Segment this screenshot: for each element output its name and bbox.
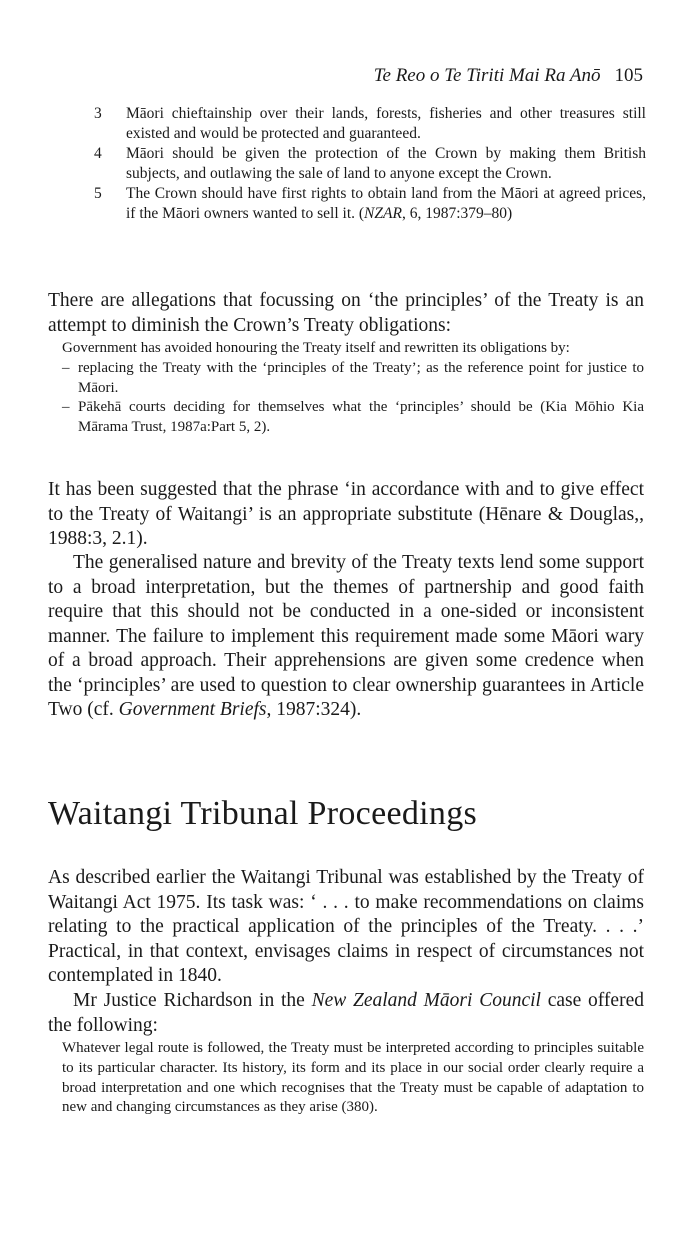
list-item	[94, 104, 646, 143]
list-item-number: 4	[94, 145, 102, 162]
list-item	[94, 144, 646, 183]
list-item-text: Māori chieftainship over their lands, forests, fisheries and other treasures still existed and would be protected and guaranteed.	[126, 105, 646, 142]
section-heading: Waitangi Tribunal Proceedings	[48, 795, 478, 832]
paragraph-allegations: There are allegations that focussing on ‘the principles’ of the Treaty is an attempt to diminish the Crown’s Treaty obligations:	[48, 290, 644, 336]
quote-list-text: Pākehā courts deciding for themselves what the ‘principles’ should be (Kia Mōhio Kia Mārama Trust, 1987a:Part 5, 2).	[78, 399, 644, 436]
page-number: 105	[614, 65, 643, 86]
paragraph-generalised-text: The generalised nature and brevity of the Treaty texts lend some support to a broad interpretation, but the themes of partnership and good faith require that this should not be conducted in a one-sided or inconsistent manner. The failure to implement this requirement made some Māori wary of a broad approach. Their apprehensions are given some credence when the ‘principles’ are used to question to clear ownership guarantees in Article Two (cf.	[48, 552, 644, 720]
list-item-text: The Crown should have first rights to obtain land from the Māori at agreed prices, if the Māori owners wanted to sell it. (	[126, 185, 646, 222]
list-item-text: Māori should be given the protection of the Crown by making them British subjects, and outlawing the sale of land to anyone except the Crown.	[126, 145, 646, 182]
citation-italic: NZAR	[364, 204, 402, 222]
running-head	[374, 64, 643, 88]
paragraph-richardson-before: Mr Justice Richardson in the	[73, 990, 312, 1011]
dash-marker: –	[62, 359, 70, 376]
dash-marker: –	[62, 399, 70, 416]
citation-italic: Government Briefs	[118, 699, 267, 720]
paragraph-generalised-end: , 1987:324).	[266, 699, 362, 720]
paragraph-richardson-after: case offered the following:	[48, 990, 644, 1036]
list-item-number: 3	[94, 105, 102, 122]
quote-list-text: replacing the Treaty with the ‘principles of the Treaty’; as the reference point for justice to Māori.	[78, 359, 644, 396]
paragraph-richardson	[48, 989, 644, 1038]
numbered-list	[94, 104, 646, 224]
paragraph-described: As described earlier the Waitangi Tribunal was established by the Treaty of Waitangi Act 1975. Its task was: ‘ . . . to make recommendations on claims relating to the practical application of the principles of the Treaty. . . .’ Practical, in that context, envisages claims in respect of circumstances not contemplated in 1840.	[48, 867, 644, 986]
list-item	[94, 184, 646, 223]
list-item-text-end: , 6, 1987:379–80)	[401, 204, 513, 222]
block-quote-government	[62, 339, 644, 438]
paragraph-generalised	[48, 551, 644, 723]
quote-list-item	[62, 398, 644, 438]
list-item-number: 5	[94, 185, 102, 202]
quote-list-item	[62, 359, 644, 399]
paragraph-suggested: It has been suggested that the phrase ‘in accordance with and to give effect to the Treaty of Waitangi’ is an appropriate substitute (Hēnare & Douglas,, 1988:3, 2.1).	[48, 479, 644, 549]
block-quote-richardson: Whatever legal route is followed, the Treaty must be interpreted according to principles suitable to its particular character. Its history, its form and its place in our social order clearly require a broad interpretation and one which recognises that the Treaty must be capable of adaptation to new and changing circumstances as they arise (380).	[62, 1040, 644, 1116]
case-name-italic: New Zealand Māori Council	[311, 990, 541, 1011]
running-head-title: Te Reo o Te Tiriti Mai Ra Anō	[373, 65, 601, 86]
quote-intro: Government has avoided honouring the Treaty itself and rewritten its obligations by:	[62, 340, 570, 356]
